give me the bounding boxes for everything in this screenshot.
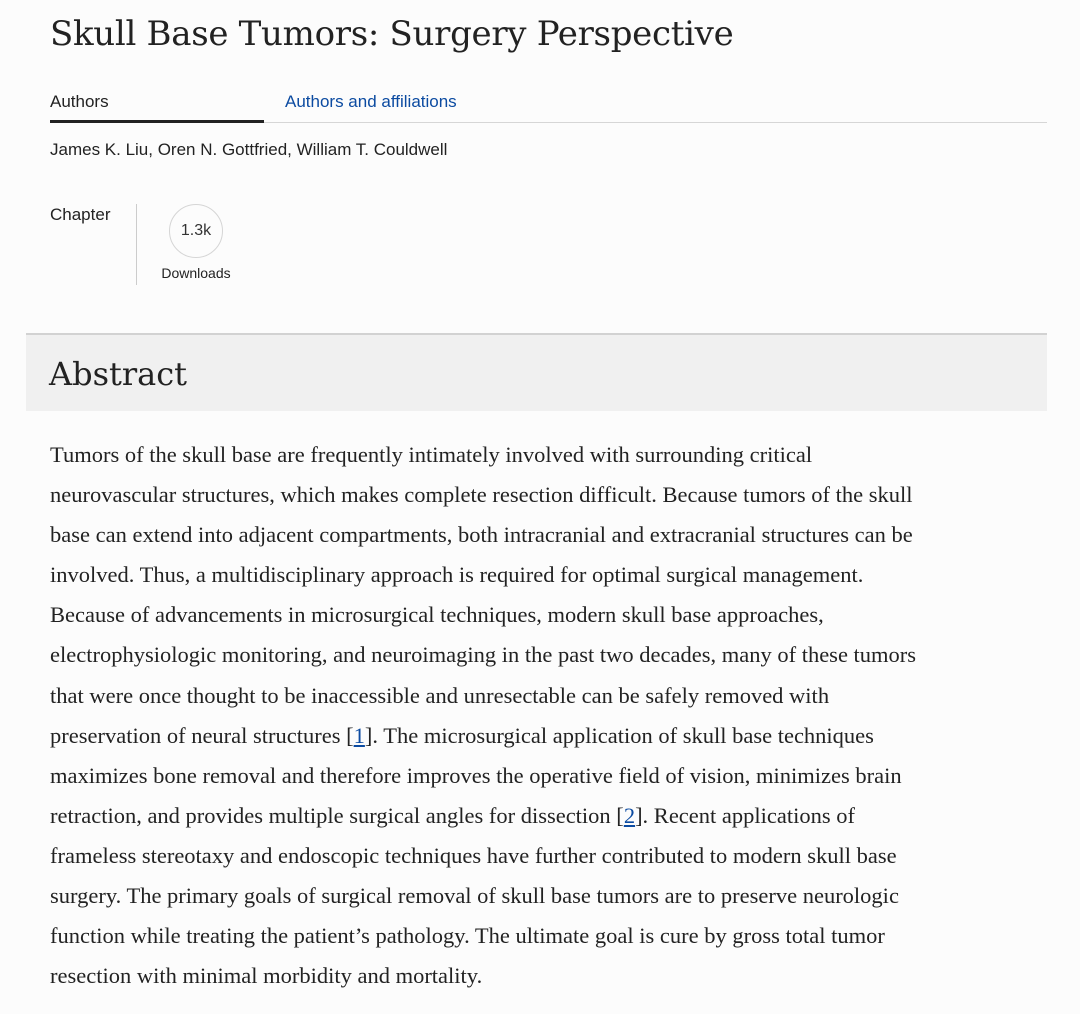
abstract-heading: Abstract <box>49 355 188 393</box>
tab-authors[interactable]: Authors <box>50 86 264 123</box>
abstract-line: base can extend into adjacent compartments, both intracranial and extracranial structures can be <box>50 522 913 548</box>
abstract-line-with-reference <box>50 796 1050 836</box>
abstract-line: involved. Thus, a multidisciplinary approach is required for optimal surgical management. <box>50 562 864 588</box>
abstract-line: surgery. The primary goals of surgical removal of skull base tumors are to preserve neurologic <box>50 883 899 909</box>
abstract-line: function while treating the patient’s pathology. The ultimate goal is cure by gross total tumor <box>50 923 885 949</box>
abstract-line: neurovascular structures, which makes complete resection difficult. Because tumors of the skull <box>50 482 913 508</box>
reference-link-1[interactable]: 1 <box>353 722 365 748</box>
tab-authors-and-affiliations[interactable]: Authors and affiliations <box>285 92 457 111</box>
abstract-line: resection with minimal morbidity and mortality. <box>50 963 483 989</box>
abstract-text-segment: ]. Recent applications of <box>635 802 855 828</box>
abstract-line: electrophysiologic monitoring, and neuroimaging in the past two decades, many of these tumors <box>50 642 917 668</box>
downloads-metric <box>155 204 237 282</box>
author-tabs <box>50 86 1047 123</box>
abstract-line: Tumors of the skull base are frequently intimately involved with surrounding critical <box>50 442 813 467</box>
abstract-line: frameless stereotaxy and endoscopic techniques have further contributed to modern skull base <box>50 842 897 868</box>
abstract-text-segment: retraction, and provides multiple surgical angles for dissection [ <box>50 802 624 828</box>
metrics-divider <box>136 204 137 285</box>
downloads-count: 1.3k <box>169 204 223 258</box>
abstract-text <box>50 435 1050 996</box>
downloads-label: Downloads <box>161 265 231 281</box>
abstract-line-with-reference <box>50 716 1050 756</box>
author-list: James K. Liu, Oren N. Gottfried, William T. Couldwell <box>50 140 448 159</box>
abstract-line: maximizes bone removal and therefore improves the operative field of vision, minimizes brain <box>50 762 902 788</box>
abstract-line: Because of advancements in microsurgical techniques, modern skull base approaches, <box>50 602 824 628</box>
abstract-header <box>26 333 1047 411</box>
abstract-text-segment: ]. The microsurgical application of skull base techniques <box>364 722 874 748</box>
abstract-text-segment: preservation of neural structures [ <box>50 722 354 748</box>
page-title: Skull Base Tumors: Surgery Perspective <box>50 14 734 54</box>
abstract-line: that were once thought to be inaccessible and unresectable can be safely removed with <box>50 682 830 708</box>
reference-link-2[interactable]: 2 <box>623 802 636 828</box>
content-type-label: Chapter <box>50 205 111 224</box>
